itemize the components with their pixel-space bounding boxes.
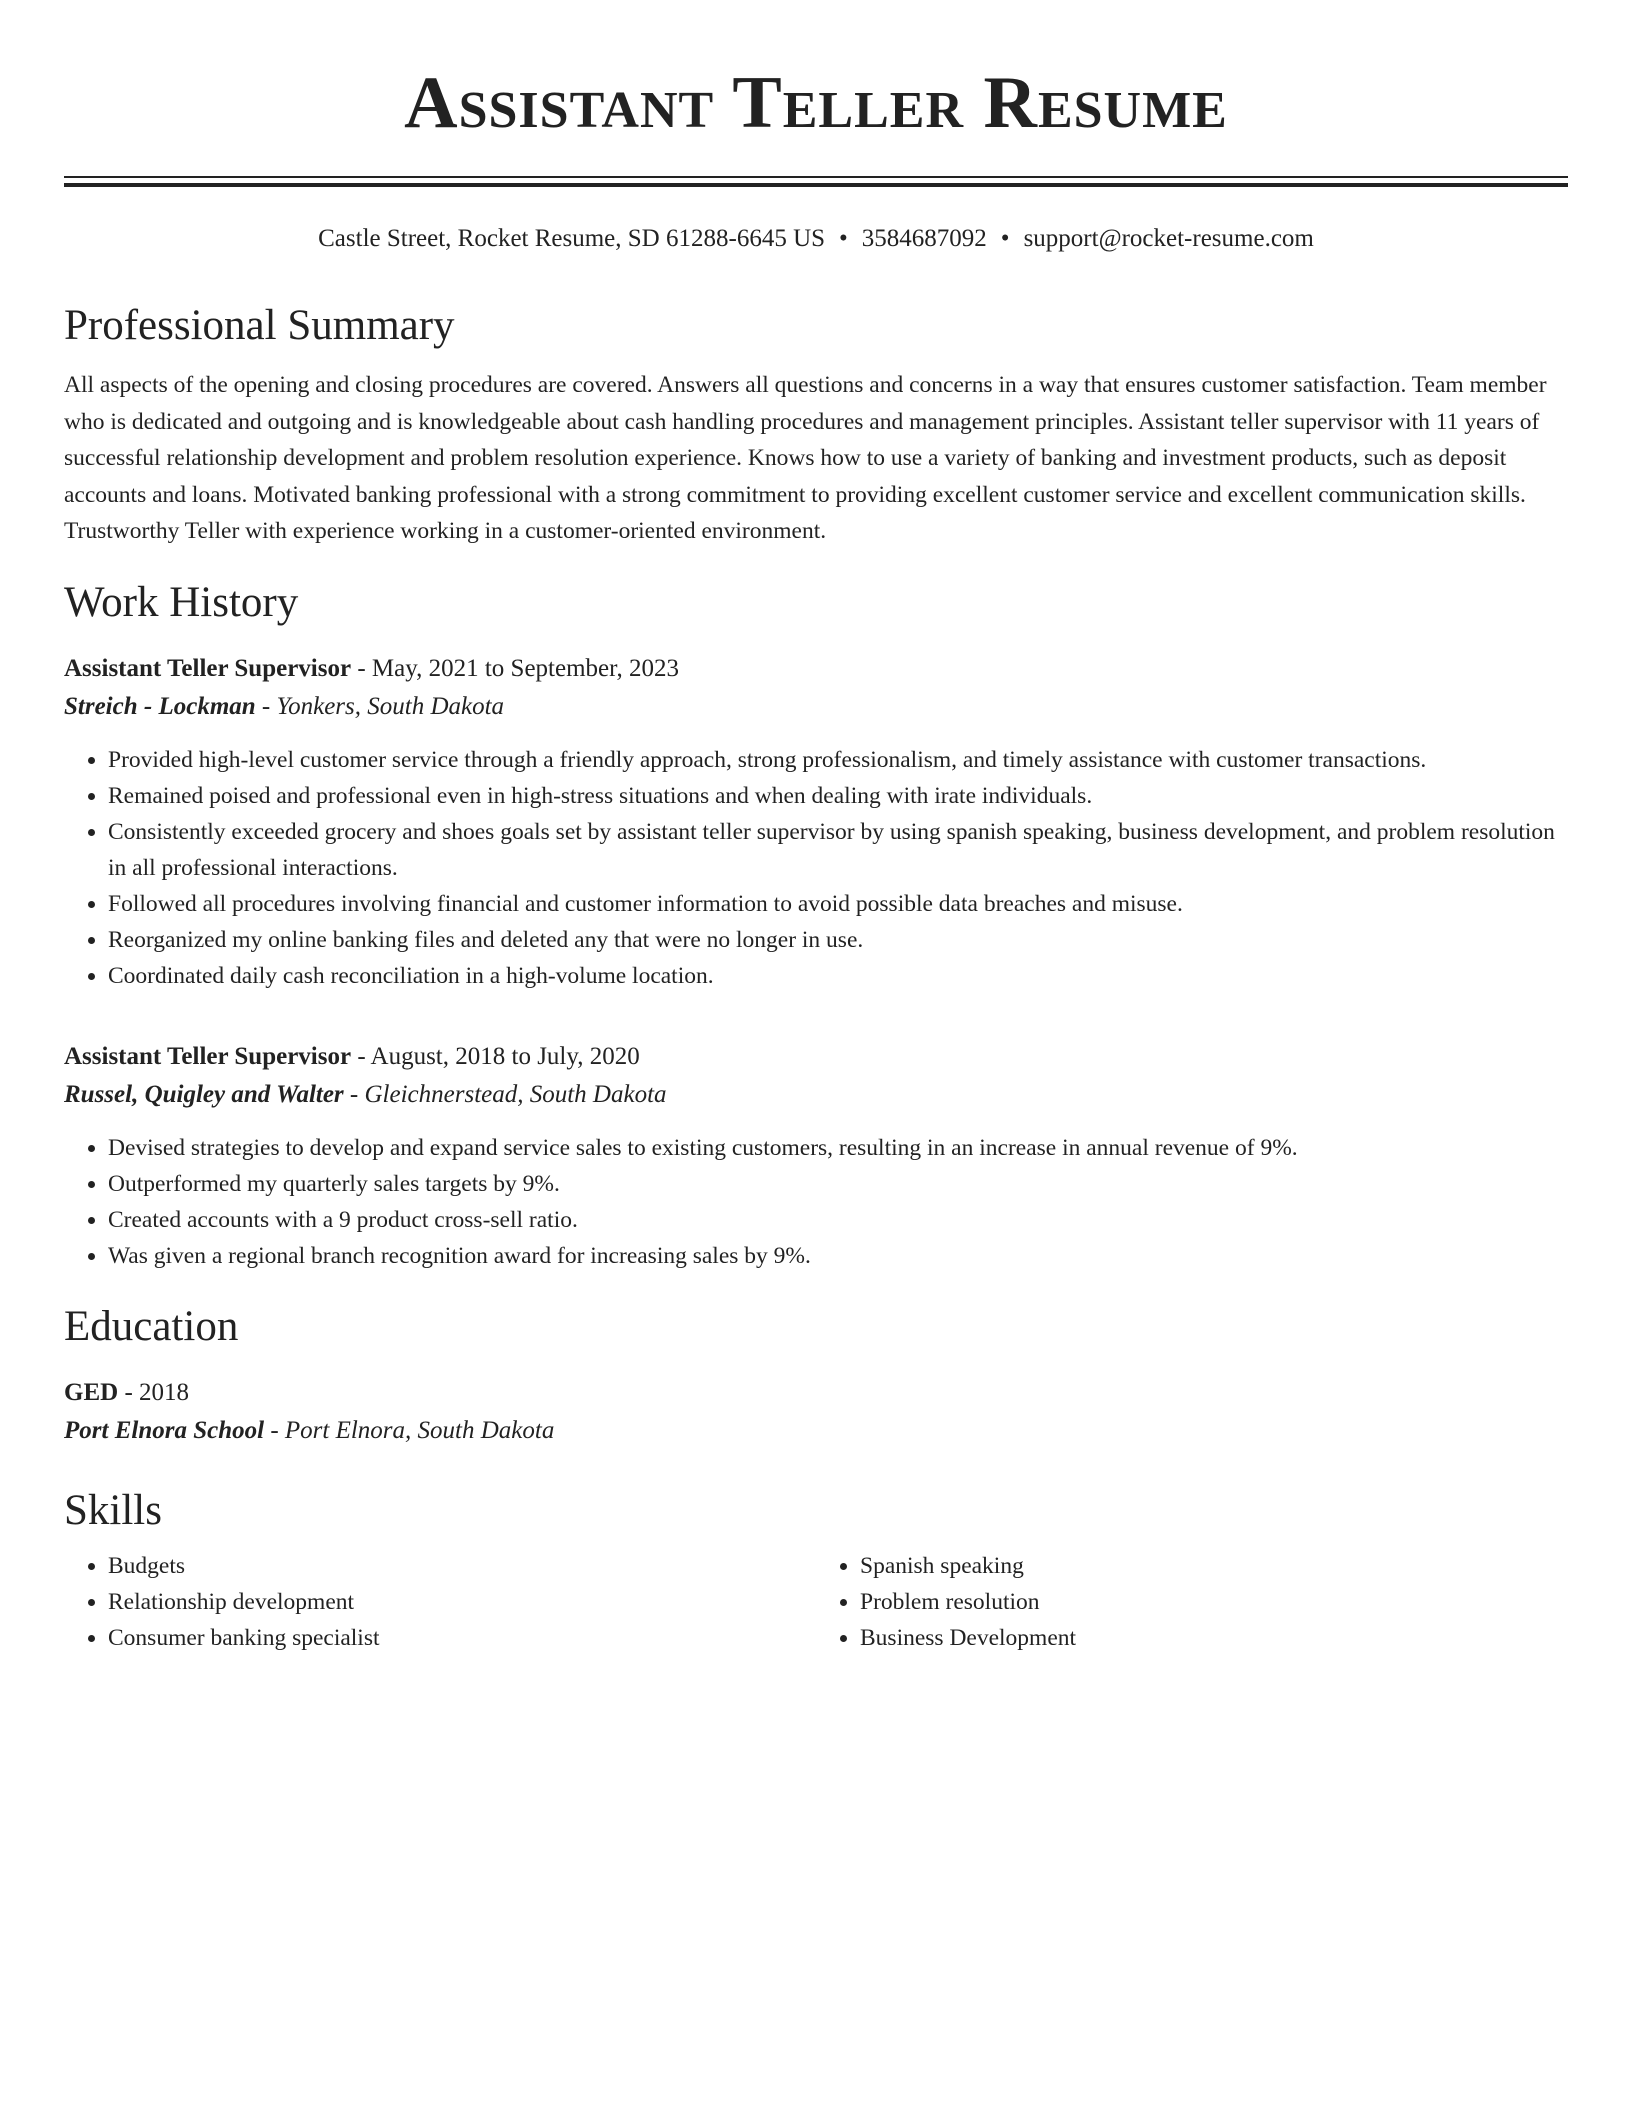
job-bullets: [64, 1130, 1568, 1274]
skill-item: • Spanish speaking: [860, 1548, 1568, 1584]
title-divider-thick: [64, 183, 1568, 187]
job-location: - Gleichnerstead, South Dakota: [343, 1080, 667, 1108]
job-entry: [64, 1038, 1568, 1274]
job-role-line: [64, 1038, 1568, 1076]
skills-list-right: [816, 1548, 1568, 1656]
job-company: Russel, Quigley and Walter: [64, 1080, 344, 1108]
summary-heading: Professional Summary: [64, 302, 455, 349]
contact-separator: •: [839, 225, 848, 252]
summary-text: All aspects of the opening and closing procedures are covered. Answers all questions and concerns in a way that ensures customer satisfaction. Team member who is dedicated and outgoing and is knowledgeable about cash handling procedures and management principles. Assistant teller supervisor with 11 years of successful relationship development and problem resolution experience. Knows how to use a variety of banking and investment products, such as deposit accounts and loans. Motivated banking professional with a strong commitment to providing excellent customer service and excellent communication skills. Trustworthy Teller with experience working in a customer-oriented environment.: [64, 372, 1547, 544]
job-bullet: • Outperformed my quarterly sales targets by 9%.: [108, 1166, 1568, 1202]
skill-item: • Budgets: [108, 1548, 816, 1584]
education-degree: GED: [64, 1378, 119, 1406]
job-entry: [64, 650, 1568, 994]
skills-heading: Skills: [64, 1486, 162, 1534]
education-heading: Education: [64, 1302, 239, 1350]
education-location: - Port Elnora, South Dakota: [264, 1416, 555, 1444]
education-entry: [64, 1374, 1568, 1450]
skill-item: • Consumer banking specialist: [108, 1620, 816, 1656]
job-bullet: • Followed all procedures involving financial and customer information to avoid possible data breaches and misuse.: [108, 886, 1568, 922]
job-bullet: • Remained poised and professional even in high-stress situations and when dealing with irate individuals.: [108, 778, 1568, 814]
job-company-line: [64, 688, 1568, 726]
job-bullets: [64, 742, 1568, 994]
job-bullet: • Reorganized my online banking files and deleted any that were no longer in use.: [108, 922, 1568, 958]
resume-title: Assistant Teller Resume: [404, 62, 1228, 144]
education-degree-line: [64, 1374, 1568, 1412]
job-dates: - August, 2018 to July, 2020: [351, 1042, 640, 1070]
contact-address: Castle Street, Rocket Resume, SD 61288-6645 US: [318, 225, 826, 252]
skills-columns: [64, 1548, 1568, 1656]
job-role-line: [64, 650, 1568, 688]
skill-item: • Business Development: [860, 1620, 1568, 1656]
job-location: - Yonkers, South Dakota: [255, 692, 505, 720]
skills-list-left: [64, 1548, 816, 1656]
education-year: - 2018: [118, 1378, 190, 1406]
job-bullet: • Was given a regional branch recognition award for increasing sales by 9%.: [108, 1238, 1568, 1274]
job-bullet: • Consistently exceeded grocery and shoes goals set by assistant teller supervisor by using spanish speaking, business development, and problem resolution in all professional interactions.: [108, 814, 1568, 886]
skill-item: • Relationship development: [108, 1584, 816, 1620]
contact-phone: 3584687092: [861, 225, 987, 252]
job-bullet: • Coordinated daily cash reconciliation in a high-volume location.: [108, 958, 1568, 994]
job-bullet: • Created accounts with a 9 product cross-sell ratio.: [108, 1202, 1568, 1238]
contact-email: support@rocket-resume.com: [1023, 225, 1314, 252]
job-bullet: • Devised strategies to develop and expand service sales to existing customers, resulting in an increase in annual revenue of 9%.: [108, 1130, 1568, 1166]
work-history-heading: Work History: [64, 578, 299, 626]
job-bullet: • Provided high-level customer service through a friendly approach, strong professionalism, and timely assistance with customer transactions.: [108, 742, 1568, 778]
job-dates: - May, 2021 to September, 2023: [351, 654, 679, 682]
job-title: Assistant Teller Supervisor: [64, 654, 352, 682]
education-school: Port Elnora School: [64, 1416, 265, 1444]
job-title: Assistant Teller Supervisor: [64, 1042, 352, 1070]
job-company: Streich - Lockman: [64, 692, 256, 720]
contact-line: [64, 223, 1568, 255]
skill-item: • Problem resolution: [860, 1584, 1568, 1620]
contact-separator: •: [1000, 225, 1010, 252]
job-company-line: [64, 1076, 1568, 1114]
education-school-line: [64, 1412, 1568, 1450]
title-divider-thin: [64, 176, 1568, 178]
